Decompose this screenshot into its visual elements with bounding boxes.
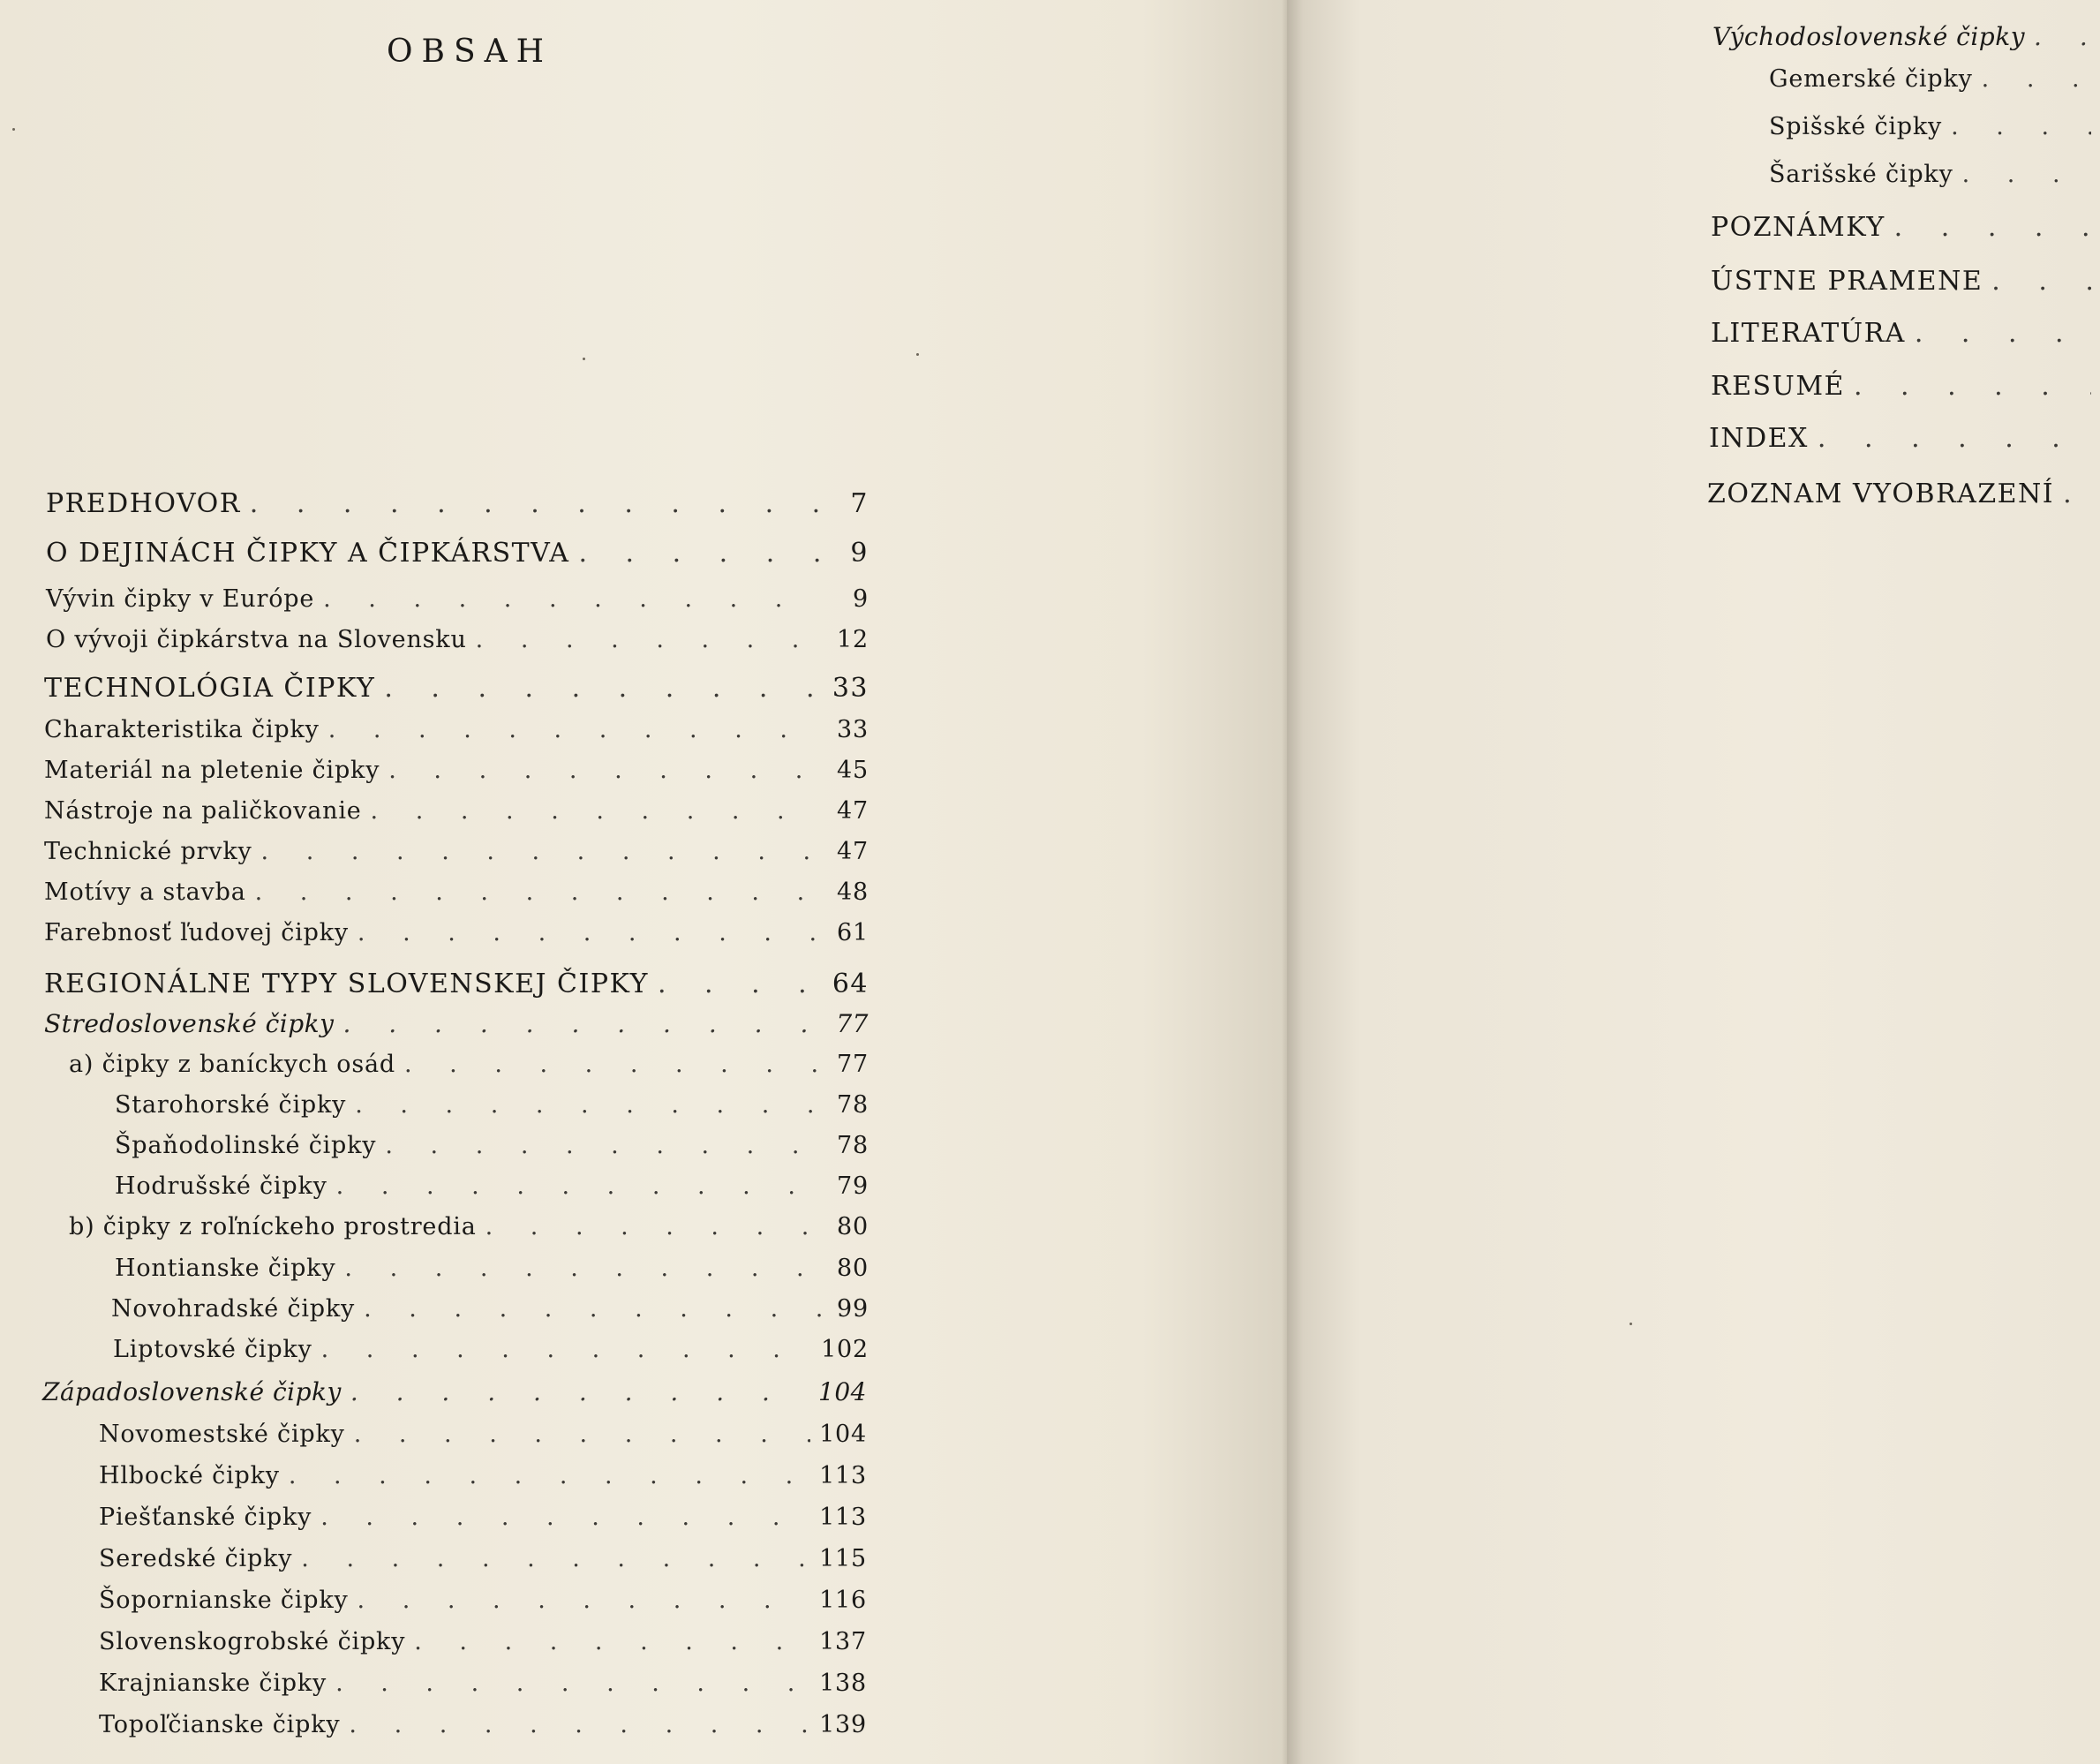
toc-entry-label: Východoslovenské čipky — [1712, 22, 2026, 51]
toc-page-number: 113 — [819, 1504, 867, 1531]
dot-leader — [301, 1547, 810, 1571]
toc-entry-label: Farebnosť ľudovej čipky — [44, 919, 349, 946]
toc-entry — [115, 1093, 869, 1117]
toc-entry-label: TECHNOLÓGIA ČIPKY — [44, 673, 376, 704]
paper-speck — [583, 358, 585, 360]
toc-entry-label: RESUMÉ — [1711, 371, 1845, 402]
toc-entry — [1711, 212, 2100, 243]
toc-entry-label: PREDHOVOR — [46, 488, 241, 519]
toc-entry-label: Stredoslovenské čipky — [44, 1009, 335, 1038]
toc-entry-label: ÚSTNE PRAMENE — [1711, 266, 1983, 297]
dot-leader — [321, 1338, 812, 1361]
toc-entry — [99, 1547, 867, 1571]
dot-leader — [1894, 215, 2091, 241]
toc-entry-label: ZOZNAM VYOBRAZENÍ — [1707, 479, 2055, 509]
page-title: OBSAH — [387, 34, 553, 70]
dot-leader — [358, 1588, 811, 1612]
paper-speck — [1630, 1323, 1632, 1325]
toc-entry-label: Piešťanské čipky — [99, 1504, 312, 1531]
toc-entry-label: Materiál na pletenie čipky — [44, 757, 380, 784]
dot-leader — [414, 1630, 810, 1654]
toc-entry — [113, 1338, 869, 1361]
toc-page-number: 7 — [850, 488, 869, 519]
dot-leader — [1818, 426, 2091, 452]
toc-page-number: 64 — [832, 969, 869, 999]
dot-leader — [328, 718, 821, 742]
dot-leader — [261, 840, 821, 863]
toc-page-number: 138 — [819, 1670, 867, 1697]
dot-leader — [255, 880, 821, 904]
toc-entry — [1712, 22, 2100, 51]
toc-entry — [44, 880, 869, 904]
toc-page-number: 80 — [837, 1255, 869, 1282]
toc-entry — [46, 540, 869, 567]
toc-page-number: 45 — [837, 757, 869, 784]
toc-entry — [115, 1256, 869, 1280]
dot-leader — [1951, 115, 2091, 139]
toc-page-number: 47 — [837, 838, 869, 865]
toc-entry-label: Západoslovenské čipky — [42, 1377, 342, 1406]
toc-page-number: 80 — [837, 1213, 869, 1240]
toc-page-number: 61 — [837, 919, 869, 946]
table-of-contents-right — [1287, 0, 2100, 1764]
toc-page-number: 9 — [850, 538, 869, 569]
dot-leader — [354, 1422, 810, 1446]
toc-page-number: 115 — [819, 1545, 867, 1572]
dot-leader — [1915, 320, 2091, 347]
toc-page-number: 116 — [819, 1587, 867, 1614]
toc-entry — [1769, 162, 2100, 186]
toc-entry-label: Motívy a stavba — [44, 878, 246, 906]
toc-entry — [111, 1297, 869, 1321]
dot-leader — [485, 1215, 821, 1239]
toc-entry — [44, 921, 869, 945]
dot-leader — [342, 1012, 821, 1037]
toc-entry-label: Krajnianske čipky — [99, 1670, 327, 1697]
toc-page-number: 139 — [819, 1711, 867, 1738]
toc-entry-label: Gemerské čipky — [1769, 65, 1973, 93]
toc-entry — [99, 1464, 867, 1488]
dot-leader — [2034, 25, 2091, 49]
paper-speck — [916, 353, 919, 356]
toc-entry-label: Novohradské čipky — [111, 1295, 356, 1323]
dot-leader — [364, 1297, 821, 1321]
toc-entry-label: O vývoji čipkárstva na Slovensku — [46, 626, 467, 653]
toc-entry-label: Šarišské čipky — [1769, 161, 1953, 188]
dot-leader — [578, 540, 821, 567]
toc-entry-label: POZNÁMKY — [1711, 212, 1885, 243]
toc-entry — [99, 1671, 867, 1695]
toc-page-number: 79 — [837, 1172, 869, 1200]
dot-leader — [1982, 67, 2091, 91]
dot-leader — [658, 971, 821, 998]
toc-entry-label: REGIONÁLNE TYPY SLOVENSKEJ ČIPKY — [44, 969, 649, 999]
toc-entry — [99, 1630, 867, 1654]
toc-entry-label: Seredské čipky — [99, 1545, 293, 1572]
toc-entry — [1711, 320, 2100, 347]
toc-page-number: 33 — [832, 673, 869, 704]
toc-page-number: 78 — [837, 1132, 869, 1159]
toc-page-number: 104 — [819, 1421, 867, 1448]
dot-leader — [349, 1713, 810, 1737]
toc-entry — [44, 840, 869, 863]
toc-entry — [99, 1713, 867, 1737]
dot-leader — [1991, 268, 2091, 295]
toc-entry — [44, 1009, 869, 1038]
toc-entry-label: Hlbocké čipky — [99, 1462, 280, 1489]
toc-entry-label: Novomestské čipky — [99, 1421, 345, 1448]
toc-entry-label: Slovenskogrobské čipky — [99, 1628, 406, 1655]
toc-entry-label: Spišské čipky — [1769, 113, 1943, 140]
dot-leader — [320, 1505, 810, 1529]
toc-entry — [1769, 67, 2100, 91]
dot-leader — [323, 587, 821, 611]
toc-entry — [69, 1215, 869, 1239]
toc-page-number: 77 — [836, 1009, 869, 1038]
toc-page-number: 48 — [837, 878, 869, 906]
dot-leader — [385, 1134, 821, 1157]
toc-entry-label: Starohorské čipky — [115, 1091, 347, 1119]
toc-entry-label: Špaňodolinské čipky — [115, 1132, 377, 1159]
toc-page-number: 137 — [819, 1628, 867, 1655]
toc-entry-label: INDEX — [1709, 423, 1809, 454]
toc-page-number: 77 — [837, 1051, 869, 1078]
toc-page-number: 47 — [837, 797, 869, 825]
toc-entry-label: Vývin čipky v Európe — [46, 585, 315, 613]
dot-leader — [1854, 373, 2091, 400]
toc-entry — [44, 799, 869, 823]
toc-entry — [99, 1422, 867, 1446]
toc-page-number: 78 — [837, 1091, 869, 1119]
toc-entry — [44, 718, 869, 742]
toc-entry-label: Nástroje na paličkovanie — [44, 797, 362, 825]
dot-leader — [358, 921, 821, 945]
right-page — [1287, 0, 2100, 1764]
toc-page-number: 113 — [819, 1462, 867, 1489]
dot-leader — [336, 1174, 821, 1198]
toc-entry — [44, 971, 869, 998]
toc-entry — [69, 1052, 869, 1076]
toc-page-number: 99 — [837, 1295, 869, 1323]
toc-entry-label: Topoľčianske čipky — [99, 1711, 341, 1738]
toc-entry-label: Hontianske čipky — [115, 1255, 336, 1282]
toc-entry-label: Hodrušské čipky — [115, 1172, 327, 1200]
toc-entry-label: Liptovské čipky — [113, 1336, 312, 1363]
toc-page-number: 104 — [818, 1377, 867, 1406]
toc-entry — [46, 488, 869, 519]
dot-leader — [350, 1380, 809, 1405]
toc-entry — [46, 628, 869, 652]
dot-leader — [371, 799, 821, 823]
toc-entry — [1707, 481, 2100, 508]
toc-page-number: 102 — [821, 1336, 869, 1363]
dot-leader — [388, 758, 821, 782]
toc-entry — [1769, 115, 2100, 139]
toc-page-number: 33 — [837, 716, 869, 743]
dot-leader — [250, 491, 821, 517]
dot-leader — [476, 628, 821, 652]
dot-leader — [289, 1464, 810, 1488]
toc-entry-label: b) čipky z roľníckeho prostredia — [69, 1213, 477, 1240]
toc-entry — [1711, 268, 2100, 295]
toc-entry — [1709, 423, 2100, 454]
dot-leader — [355, 1093, 821, 1117]
toc-entry — [99, 1588, 867, 1612]
toc-entry — [44, 758, 869, 782]
dot-leader — [384, 675, 821, 702]
paper-speck — [12, 128, 15, 131]
toc-entry — [115, 1174, 869, 1198]
toc-entry — [1711, 373, 2100, 400]
toc-entry-label: Šopornianske čipky — [99, 1587, 349, 1614]
dot-leader — [404, 1052, 821, 1076]
toc-entry-label: O DEJINÁCH ČIPKY A ČIPKÁRSTVA — [46, 538, 570, 569]
dot-leader — [344, 1256, 821, 1280]
toc-entry-label: Technické prvky — [44, 838, 252, 865]
toc-page-number: 9 — [853, 585, 869, 613]
toc-page-number: 12 — [837, 626, 869, 653]
dot-leader — [2063, 481, 2091, 508]
toc-entry-label: a) čipky z baníckych osád — [69, 1051, 395, 1078]
toc-entry — [115, 1134, 869, 1157]
table-of-contents-left — [0, 0, 883, 1764]
toc-entry — [44, 675, 869, 702]
dot-leader — [1962, 162, 2091, 186]
toc-entry — [99, 1505, 867, 1529]
toc-entry-label: Charakteristika čipky — [44, 716, 320, 743]
toc-entry-label: LITERATÚRA — [1711, 318, 1906, 349]
toc-entry — [42, 1377, 867, 1406]
toc-entry — [46, 587, 869, 611]
dot-leader — [335, 1671, 810, 1695]
